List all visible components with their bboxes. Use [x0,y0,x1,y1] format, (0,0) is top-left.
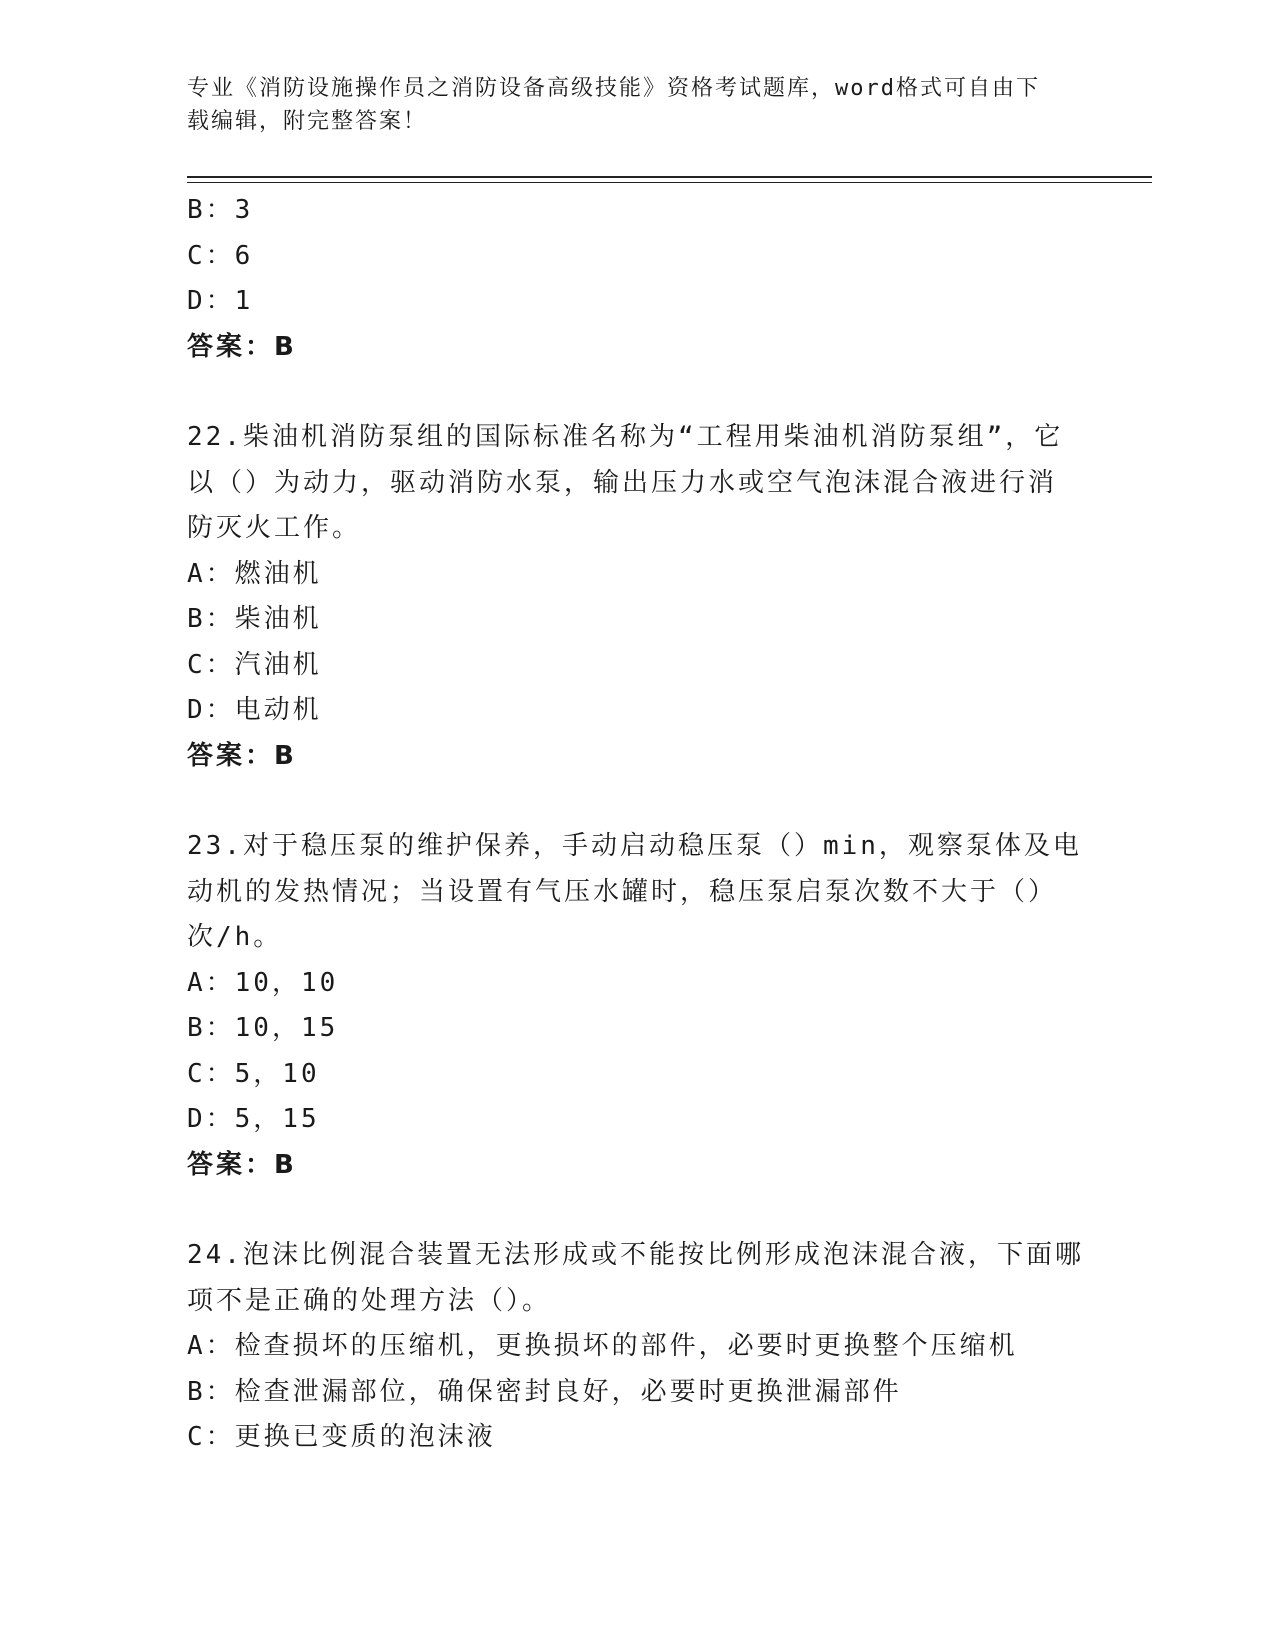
option-c: C：5，10 [187,1058,320,1089]
question-stem-line: 防灭火工作。 [187,513,362,543]
option-c: C：更换已变质的泡沫液 [187,1422,496,1452]
question-stem-line: 24.泡沫比例混合装置无法形成或不能按比例形成泡沫混合液，下面哪 [187,1240,1084,1270]
option-c: C：6 [187,240,254,271]
option-c: C：汽油机 [187,649,322,680]
option-a: A：10，10 [187,967,339,998]
header-line-2: 载编辑，附完整答案！ [187,109,428,134]
answer-line: 答案：B [187,331,297,362]
option-a: A：燃油机 [187,558,322,589]
option-a: A：检查损坏的压缩机，更换损坏的部件，必要时更换整个压缩机 [187,1331,1018,1361]
option-d: D：电动机 [187,695,322,725]
carryover-question [187,188,1067,370]
option-d: D：1 [187,286,254,316]
question-stem-line: 次/h。 [187,922,283,952]
question-22 [187,415,1067,779]
answer-line: 答案：B [187,1149,297,1180]
option-b: B：10，15 [187,1013,339,1043]
document-body [187,188,1084,1461]
option-b: B：检查泄漏部位，确保密封良好，必要时更换泄漏部件 [187,1376,902,1407]
page-header [187,72,1067,138]
question-23 [187,824,1082,1188]
option-b: B：3 [187,195,254,225]
answer-line: 答案：B [187,740,297,771]
question-stem-line: 动机的发热情况；当设置有气压水罐时，稳压泵启泵次数不大于（） [187,876,1058,907]
option-b: B：柴油机 [187,604,322,634]
option-d: D：5，15 [187,1104,320,1134]
header-line-1: 专业《消防设施操作员之消防设备高级技能》资格考试题库，word格式可自由下 [187,76,1040,101]
header-rule-thick [187,176,1152,178]
question-stem-line: 23.对于稳压泵的维护保养，手动启动稳压泵（）min，观察泵体及电 [187,831,1082,861]
question-stem-line: 22.柴油机消防泵组的国际标准名称为“工程用柴油机消防泵组”，它 [187,422,1064,452]
question-stem-line: 项不是正确的处理方法（）。 [187,1285,552,1316]
question-stem-line: 以（）为动力，驱动消防水泵，输出压力水或空气泡沫混合液进行消 [187,467,1058,498]
question-24 [187,1233,1084,1461]
header-rule-thin [187,182,1152,183]
